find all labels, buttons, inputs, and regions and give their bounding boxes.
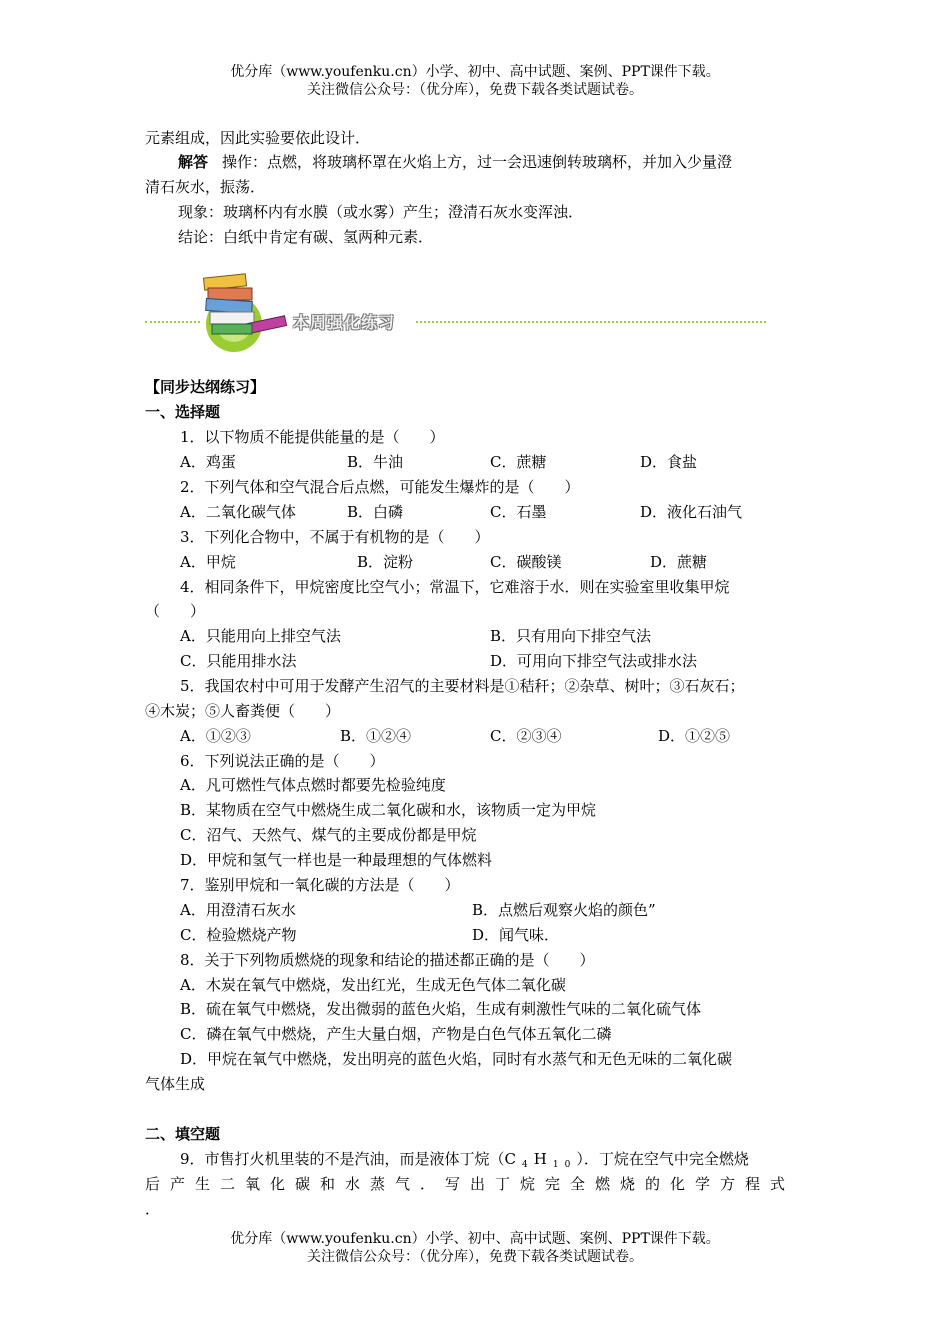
phenomenon-text: 现象：玻璃杯内有水膜（或水雾）产生；澄清石灰水变浑浊． <box>178 203 584 221</box>
q3-option-b: B．淀粉 <box>357 553 414 571</box>
header-line-1: 优分库（www.youfenku.cn）小学、初中、高中试题、案例、PPT课件下载。 <box>230 64 720 80</box>
q9-formula-4: 4 <box>522 1160 534 1170</box>
q9-stem-post: ）．丁烷在空气中完全燃烧 <box>576 1150 749 1168</box>
q3-option-a: A．甲烷 <box>180 553 236 571</box>
q4-option-d: D．可用向下排空气法或排水法 <box>490 652 698 670</box>
q9-stem-line3: ． <box>145 1200 161 1218</box>
banner-title: 本周强化练习 <box>293 313 396 332</box>
answer-label: 解答 <box>178 153 209 171</box>
q1-stem: 1．以下物质不能提供能量的是（ ） <box>180 428 445 446</box>
q2-option-b: B．白磷 <box>347 503 404 521</box>
q6-stem: 6．下列说法正确的是（ ） <box>180 752 385 770</box>
books-stack-icon <box>200 270 292 360</box>
conclusion-text: 结论：白纸中肯定有碳、氢两种元素． <box>178 228 434 246</box>
part2-title: 二、填空题 <box>145 1125 221 1143</box>
answer-paragraph <box>178 152 732 172</box>
q9-formula-c: C <box>504 1150 523 1168</box>
q4-option-b: B．只有用向下排空气法 <box>490 627 652 645</box>
q8-option-a: A．木炭在氧气中燃烧，发出红光，生成无色气体二氧化碳 <box>180 976 566 994</box>
q3-option-d: D．蔗糖 <box>650 553 708 571</box>
q7-stem: 7．鉴别甲烷和一氧化碳的方法是（ ） <box>180 876 460 894</box>
q2-stem: 2．下列气体和空气混合后点燃，可能发生爆炸的是（ ） <box>180 478 580 496</box>
q3-option-c: C．碳酸镁 <box>490 553 562 571</box>
q6-option-b: B．某物质在空气中燃烧生成二氧化碳和水，该物质一定为甲烷 <box>180 801 597 819</box>
q9-stem-line2: 后产生二氧化碳和水蒸气．写出丁烷完全燃烧的化学方程式 <box>145 1175 796 1193</box>
q1-option-d: D．食盐 <box>640 453 698 471</box>
footer-line-2: 关注微信公众号：（优分库），免费下载各类试题试卷。 <box>307 1249 643 1265</box>
q4-option-a: A．只能用向上排空气法 <box>180 627 341 645</box>
banner-divider-left <box>145 321 200 323</box>
q5-stem: 5．我国农村中可用于发酵产生沼气的主要材料是①秸秆；②杂草、树叶；③石灰石； <box>180 677 745 695</box>
part1-title: 一、选择题 <box>145 403 221 421</box>
answer-text-cont: 清石灰水，振荡． <box>145 178 266 196</box>
section-title: 【同步达纲练习】 <box>145 378 266 396</box>
q8-option-c: C．磷在氧气中燃烧，产生大量白烟，产物是白色气体五氧化二磷 <box>180 1025 612 1043</box>
q5-stem-cont: ④木炭；⑤人畜粪便（ ） <box>145 702 341 720</box>
q9-formula-h: H <box>533 1150 553 1168</box>
q8-option-d: D．甲烷在氧气中燃烧，发出明亮的蓝色火焰，同时有水蒸气和无色无味的二氧化碳 <box>180 1050 733 1068</box>
q1-option-c: C．蔗糖 <box>490 453 547 471</box>
q4-stem-cont: （ ） <box>145 602 206 620</box>
q2-option-d: D．液化石油气 <box>640 503 743 521</box>
q2-option-c: C．石墨 <box>490 503 547 521</box>
q5-option-a: A．①②③ <box>180 727 251 745</box>
q6-option-a: A．凡可燃性气体点燃时都要先检验纯度 <box>180 776 446 794</box>
q7-option-c: C．检验燃烧产物 <box>180 926 297 944</box>
q4-option-c: C．只能用排水法 <box>180 652 297 670</box>
q5-option-d: D．①②⑤ <box>658 727 731 745</box>
answer-text: 操作：点燃，将玻璃杯罩在火焰上方，过一会迅速倒转玻璃杯，并加入少量澄 <box>222 153 733 171</box>
q8-stem: 8．关于下列物质燃烧的现象和结论的描述都正确的是（ ） <box>180 951 595 969</box>
q7-option-a: A．用澄清石灰水 <box>180 901 296 919</box>
q5-option-c: C．②③④ <box>490 727 562 745</box>
header-line-2: 关注微信公众号：（优分库），免费下载各类试题试卷。 <box>307 82 643 98</box>
q8-option-b: B．硫在氧气中燃烧，发出微弱的蓝色火焰，生成有刺激性气味的二氧化硫气体 <box>180 1000 702 1018</box>
q6-option-c: C．沼气、天然气、煤气的主要成份都是甲烷 <box>180 826 477 844</box>
q1-option-b: B．牛油 <box>347 453 404 471</box>
banner-divider-right <box>416 321 766 323</box>
q5-option-b: B．①②④ <box>340 727 412 745</box>
q1-option-a: A．鸡蛋 <box>180 453 236 471</box>
q7-option-b: B．点燃后观察火焰的颜色” <box>472 901 656 919</box>
q9-stem <box>180 1149 749 1175</box>
footer-line-1: 优分库（www.youfenku.cn）小学、初中、高中试题、案例、PPT课件下载。 <box>230 1231 720 1247</box>
q9-formula-10: 10 <box>552 1160 577 1170</box>
q6-option-d: D．甲烷和氢气一样也是一种最理想的气体燃料 <box>180 851 493 869</box>
q9-stem-pre: 9．市售打火机里装的不是汽油，而是液体丁烷（ <box>180 1150 505 1168</box>
q8-option-d-cont: 气体生成 <box>145 1075 206 1093</box>
intro-continuation: 元素组成，因此实验要依此设计． <box>145 129 371 147</box>
q3-stem: 3．下列化合物中，不属于有机物的是（ ） <box>180 528 490 546</box>
q7-option-d: D．闻气味． <box>472 926 560 944</box>
q2-option-a: A．二氧化碳气体 <box>180 503 296 521</box>
q4-stem: 4．相同条件下，甲烷密度比空气小；常温下，它难溶于水．则在实验室里收集甲烷 <box>180 578 730 596</box>
